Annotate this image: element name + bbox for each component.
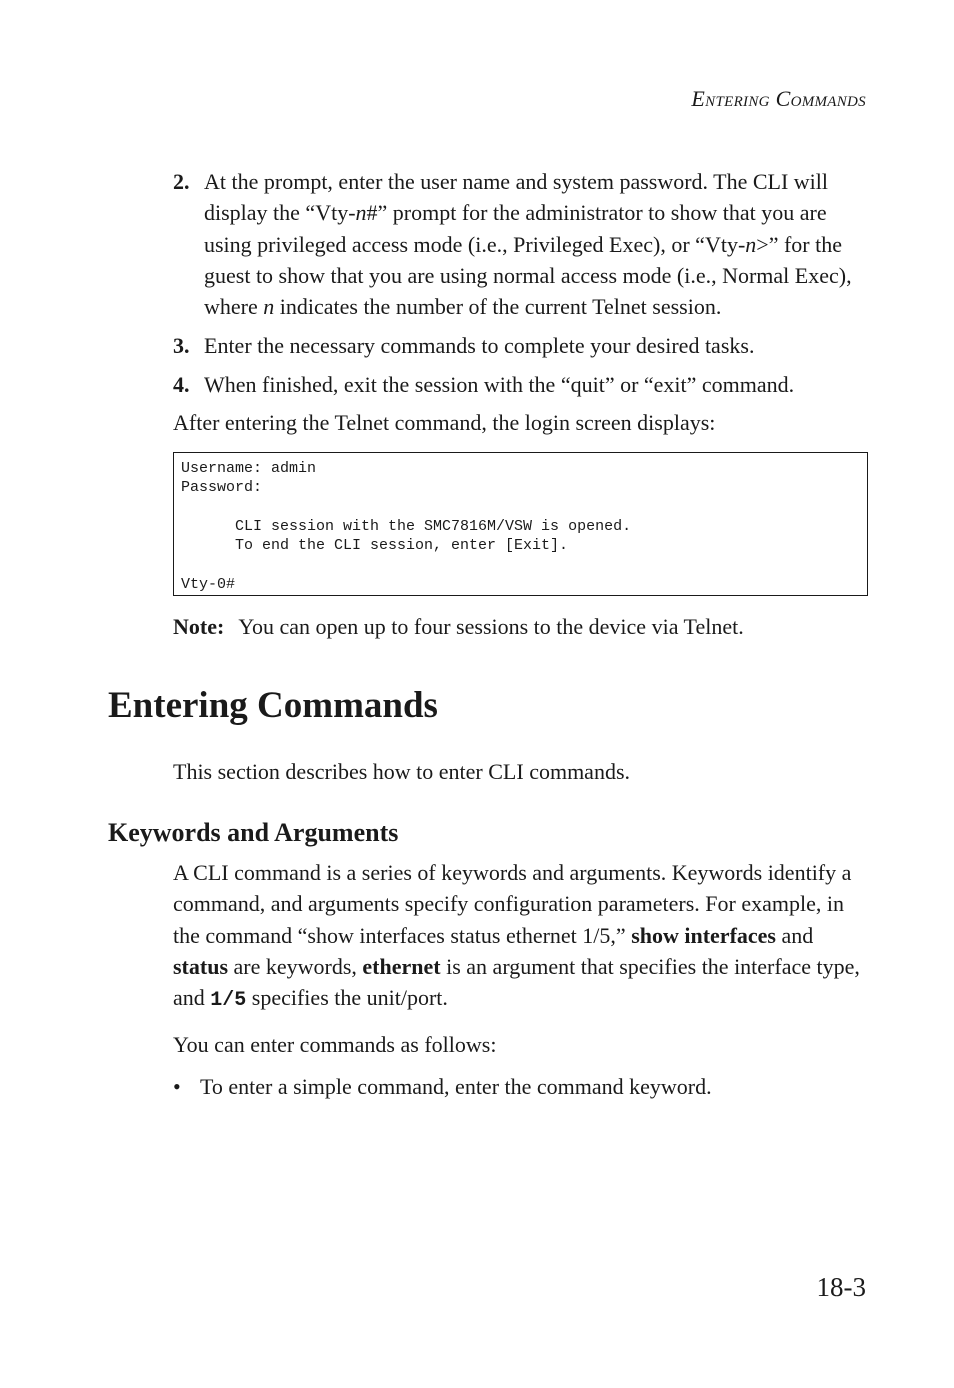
bullet-text: To enter a simple command, enter the command keyword. xyxy=(200,1074,712,1099)
console-text: Username: admin Password: CLI session with the SMC7816M/VSW is opened. To end the CLI session, enter [Exit]. Vty-0# xyxy=(181,460,632,593)
note xyxy=(173,614,744,640)
step-text: At the prompt, enter the user name and system password. The CLI will display the “Vty-n#” prompt for the administrator to show that you are using privileged access mode (i.e., Privileged Exec), or “Vty-n>” for the guest to show that you are using normal access mode (i.e., Normal Exec), where n indicates the number of the current Telnet session. xyxy=(204,169,852,320)
step-number: 3. xyxy=(173,333,190,359)
login-intro: After entering the Telnet command, the login screen displays: xyxy=(173,410,716,435)
console-output-box xyxy=(173,452,868,596)
note-text: You can open up to four sessions to the device via Telnet. xyxy=(238,614,744,639)
commands-intro: You can enter commands as follows: xyxy=(173,1032,497,1057)
step-2 xyxy=(173,166,873,322)
step-number: 4. xyxy=(173,372,190,398)
running-header: ENTERING COMMANDS xyxy=(691,86,866,111)
step-3 xyxy=(173,330,873,361)
step-text: Enter the necessary commands to complete your desired tasks. xyxy=(204,333,755,359)
section-title: Entering Commands xyxy=(108,685,438,726)
page-number: 18-3 xyxy=(816,1272,866,1302)
bullet-icon: • xyxy=(173,1074,181,1099)
section-intro: This section describes how to enter CLI commands. xyxy=(173,759,631,784)
numbered-steps xyxy=(173,166,873,408)
subsection-title: Keywords and Arguments xyxy=(108,818,399,847)
note-label: Note: xyxy=(173,614,225,639)
step-4 xyxy=(173,369,873,400)
keywords-paragraph: A CLI command is a series of keywords and arguments. Keywords identify a command, and arguments specify configuration parameters. For example, in the command “show interfaces status ethernet 1/5,” show interfaces and status are keywords, ethernet is an argument that specifies the interface type, and 1/5 specifies the unit/port. xyxy=(173,860,860,1013)
step-number: 2. xyxy=(173,169,190,194)
step-text: When finished, exit the session with the “quit” or “exit” command. xyxy=(204,372,795,398)
list-item xyxy=(173,1074,712,1100)
